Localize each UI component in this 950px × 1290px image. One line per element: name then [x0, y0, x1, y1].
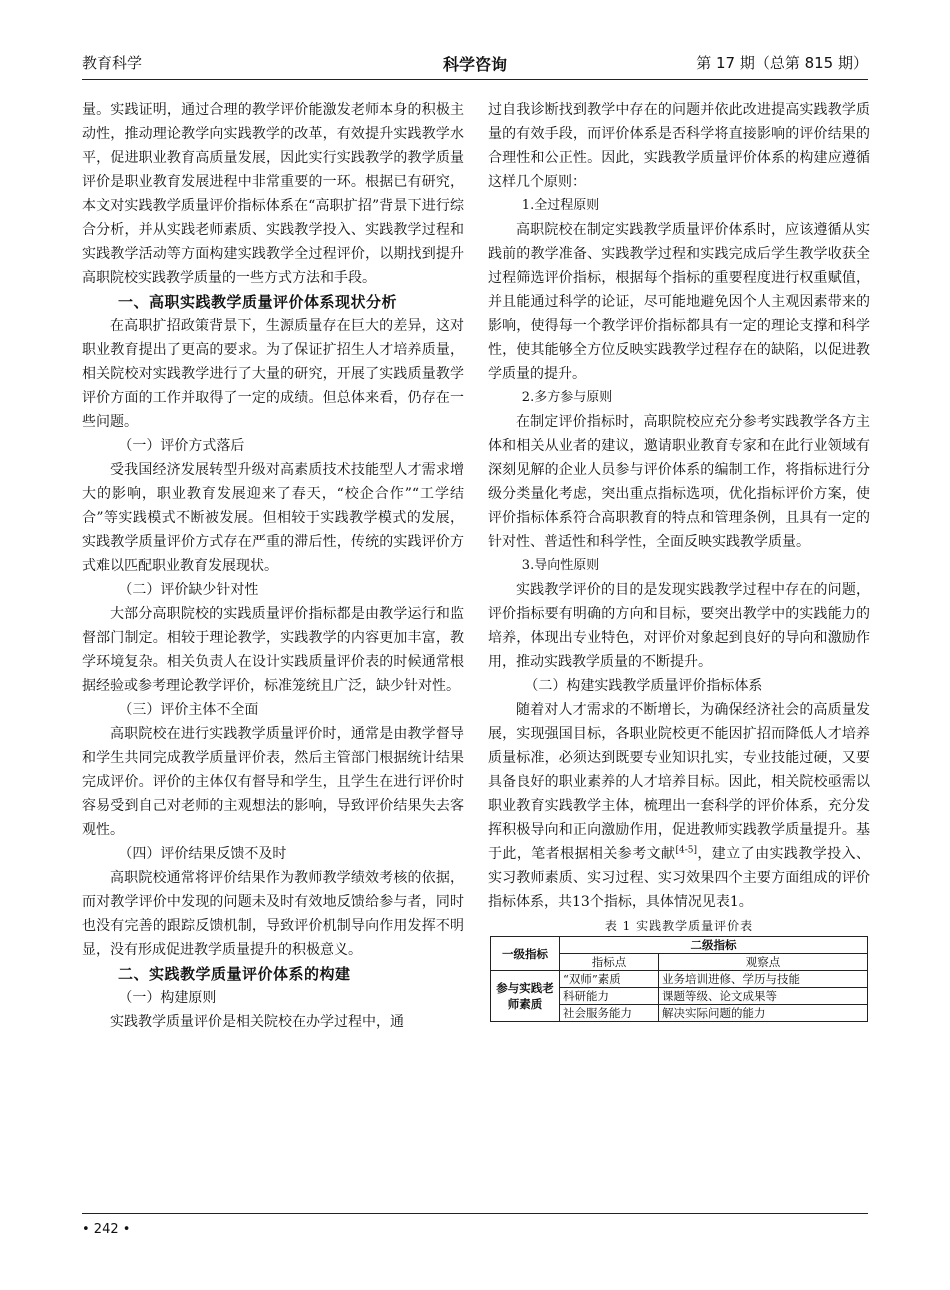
- paragraph: 受我国经济发展转型升级对高素质技术技能型人才需求增大的影响，职业教育发展迎来了春天，“校企合作”“工学结合”等实践模式不断被发展。但相较于实践教学模式的发展，实践教学质量评价方式存在严重的滞后性，传统的实践评价方式难以匹配职业教育发展现状。: [82, 462, 464, 574]
- section-heading: 二、实践教学质量评价体系的构建: [118, 965, 351, 983]
- table-cell: 解决实际问题的能力: [659, 1005, 868, 1022]
- principle-heading: 2.多方参与原则: [521, 390, 613, 405]
- subsection-heading: （二）评价缺少针对性: [118, 582, 259, 598]
- citation: [4-5]: [675, 845, 697, 856]
- table-cell: “双师”素质: [560, 971, 659, 988]
- paragraph: [488, 698, 870, 914]
- table-cell: 业务培训进修、学历与技能: [659, 971, 868, 988]
- paragraph: 高职院校在进行实践教学质量评价时，通常是由教学督导和学生共同完成教学质量评价表，然后主管部门根据统计结果完成评价。评价的主体仅有督导和学生，且学生在进行评价时容易受到自己对老师的主观想法的影响，导致评价结果失去客观性。: [82, 726, 464, 838]
- paragraph: 在制定评价指标时，高职院校应充分参考实践教学各方主体和相关从业者的建议，邀请职业教育专家和在此行业领域有深刻见解的企业人员参与评价体系的编制工作，将指标进行分级分类量化考虑，突出重点指标选项，优化指标评价方案，使评价指标体系符合高职教育的特点和管理条例，且具有一定的针对性、普适性和科学性，全面反映实践教学质量。: [488, 414, 870, 550]
- subsection-heading: （一）构建原则: [118, 990, 217, 1006]
- left-column: [82, 98, 464, 1034]
- paragraph: 高职院校通常将评价结果作为教师教学绩效考核的依据，而对教学评价中发现的问题未及时有效地反馈给参与者，同时也没有完善的跟踪反馈机制，导致评价机制导向作用发挥不明显，没有形成促进教学质量提升的积极意义。: [82, 870, 464, 958]
- paragraph: 大部分高职院校的实践质量评价指标都是由教学运行和监督部门制定。相较于理论教学，实践教学的内容更加丰富，教学环境复杂。相关负责人在设计实践质量评价表的时候通常根据经验或参考理论教学评价，标准笼统且广泛，缺少针对性。: [82, 606, 464, 694]
- table-header-row: [491, 937, 868, 954]
- paragraph-text: ，建立了由实践教学投入、实习教师素质、实习过程、实习效果四个主要方面组成的评价指标体系，共13个指标，具体情况见表1。: [488, 846, 871, 910]
- paragraph: 量。实践证明，通过合理的教学评价能激发老师本身的积极主动性，推动理论教学向实践教学的改革，有效提升实践教学水平，促进职业教育高质量发展，因此实行实践教学的教学质量评价是职业教育发展进程中非常重要的一环。根据已有研究，本文对实践教学质量评价指标体系在“高职扩招”背景下进行综合分析，并从实践老师素质、实践教学投入、实践教学过程和实践教学活动等方面构建实践教学全过程评价，以期找到提升高职院校实践教学质量的一些方式方法和手段。: [82, 102, 464, 286]
- paragraph: 实践教学评价的目的是发现实践教学过程中存在的问题，评价指标要有明确的方向和目标，要突出教学中的实践能力的培养，体现出专业特色，对评价对象起到良好的导向和激励作用，推动实践教学质量的不断提升。: [488, 582, 870, 670]
- header-observe: 观察点: [659, 954, 868, 971]
- paragraph: 过自我诊断找到教学中存在的问题并依此改进提高实践教学质量的有效手段，而评价体系是否科学将直接影响的评价结果的合理性和公正性。因此，实践教学质量评价体系的构建应遵循这样几个原则：: [488, 102, 870, 190]
- group-label: 参与实践老师素质: [491, 971, 560, 1022]
- table-caption: 表 1 实践教学质量评价表: [604, 919, 754, 933]
- header-point: 指标点: [560, 954, 659, 971]
- paragraph: 在高职扩招政策背景下，生源质量存在巨大的差异，这对职业教育提出了更高的要求。为了保证扩招生人才培养质量，相关院校对实践教学进行了大量的研究，开展了实践质量教学评价方面的工作并取得了一定的成绩。但总体来看，仍存在一些问题。: [82, 318, 464, 430]
- evaluation-table: [490, 936, 868, 1022]
- header-level1: 一级指标: [491, 937, 560, 971]
- right-column: [488, 98, 870, 1022]
- principle-heading: 3.导向性原则: [521, 558, 600, 573]
- page-number: • 242 •: [82, 1222, 131, 1237]
- paragraph-text: 随着对人才需求的不断增长，为确保经济社会的高质量发展，实现强国目标，各职业院校更不能因扩招而降低人才培养质量标准，必须达到既要专业知识扎实，专业技能过硬，又要具备良好的职业素养的人才培养目标。因此，相关院校亟需以职业教育实践教学主体，梳理出一套科学的评价体系，充分发挥积极导向和正向激励作用，促进教师实践教学质量提升。基于此，笔者根据相关参考文献: [488, 702, 870, 862]
- section-heading: 一、高职实践教学质量评价体系现状分析: [118, 293, 398, 311]
- header-rule: [82, 79, 868, 80]
- journal-title: 科学咨询: [442, 55, 507, 74]
- table-row: [491, 971, 868, 988]
- subsection-heading: （三）评价主体不全面: [118, 702, 259, 718]
- subsection-heading: （四）评价结果反馈不及时: [118, 846, 287, 862]
- table-cell: 社会服务能力: [560, 1005, 659, 1022]
- footer-rule: [82, 1213, 868, 1214]
- table-cell: 科研能力: [560, 988, 659, 1005]
- header-level2: 二级指标: [560, 937, 868, 954]
- subsection-heading: （一）评价方式落后: [118, 438, 245, 454]
- header-section: 教育科学: [82, 54, 143, 72]
- issue-number: 第 17 期（总第 815 期）: [696, 54, 868, 72]
- paragraph: 实践教学质量评价是相关院校在办学过程中，通: [110, 1014, 404, 1030]
- page-header: [82, 52, 868, 78]
- paragraph: 高职院校在制定实践教学质量评价体系时，应该遵循从实践前的教学准备、实践教学过程和实践完成后学生教学收获全过程筛选评价指标，根据每个指标的重要程度进行权重赋值，并且能通过科学的论证，尽可能地避免因个人主观因素带来的影响，使得每一个教学评价指标都具有一定的理论支撑和科学性，使其能够全方位反映实践教学过程存在的缺陷，以促进教学质量的提升。: [488, 222, 870, 382]
- subsection-heading: （二）构建实践教学质量评价指标体系: [524, 678, 763, 694]
- table-cell: 课题等级、论文成果等: [659, 988, 868, 1005]
- principle-heading: 1.全过程原则: [521, 198, 600, 213]
